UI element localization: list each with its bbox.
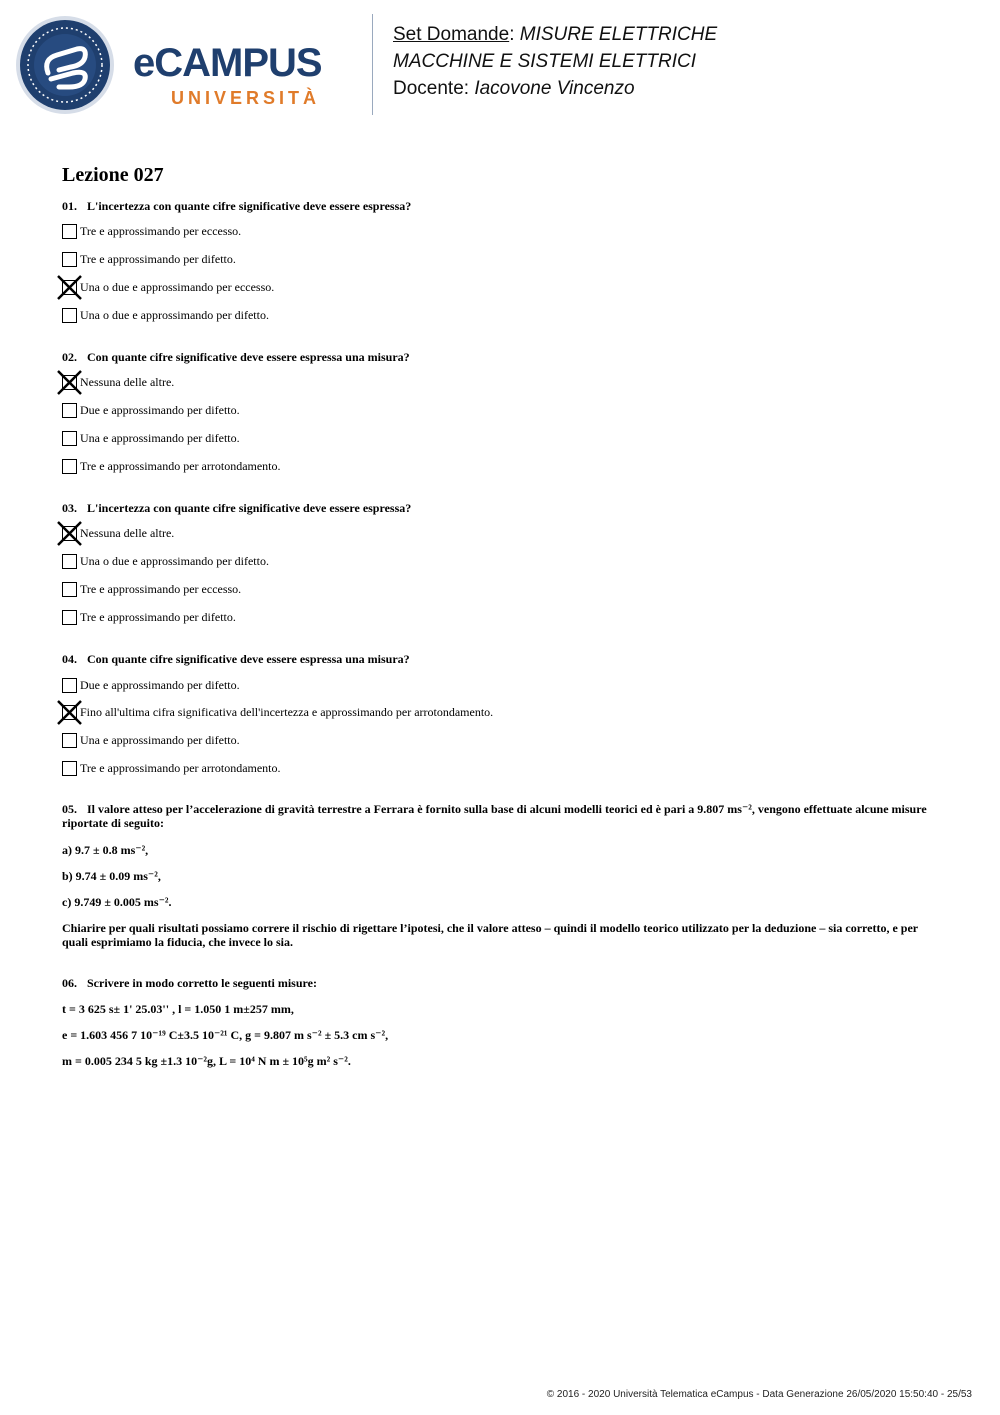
measure-line-3: m = 0.005 234 5 kg ±1.3 10⁻²g, L = 10⁴ N m ± 10⁵g m² s⁻². [62, 1054, 351, 1068]
checkbox[interactable] [62, 761, 77, 776]
checkbox[interactable] [62, 459, 77, 474]
measure-a: a) 9.7 ± 0.8 ms⁻², [62, 843, 149, 857]
set-info [393, 21, 717, 102]
page-header [0, 0, 1000, 130]
option-text: Una e approssimando per difetto. [80, 431, 240, 445]
checkbox[interactable] [62, 733, 77, 748]
option-text: Nessuna delle altre. [80, 526, 175, 540]
question-number: 05. [62, 802, 77, 816]
question-text: Con quante cifre significative deve essere espressa una misura? [87, 652, 410, 666]
ecampus-wordmark [133, 40, 358, 112]
question-06 [62, 976, 317, 990]
question-text: L'incertezza con quante cifre significative deve essere espressa? [87, 199, 412, 213]
option-text: Due e approssimando per difetto. [80, 403, 240, 417]
question-text: L'incertezza con quante cifre significative deve essere espressa? [87, 501, 412, 515]
checkbox[interactable] [62, 224, 77, 239]
option-text: Una o due e approssimando per eccesso. [80, 280, 275, 294]
checkbox[interactable] [62, 308, 77, 323]
question-05 [62, 802, 942, 830]
checkbox[interactable] [62, 375, 77, 390]
question-05-closing: Chiarire per quali risultati possiamo correre il rischio di rigettare l’ipotesi, che il valore atteso – quindi il modello teorico utilizzato per la deduzione – sia corretto, e per quali esprimiamo la fiducia, che invece lo sia. [62, 921, 918, 949]
checkbox[interactable] [62, 582, 77, 597]
set-label: Set Domande [393, 24, 510, 45]
checkbox[interactable] [62, 280, 77, 295]
set-title-2: MACCHINE E SISTEMI ELETTRICI [393, 51, 696, 72]
brand-name: eCAMPUS [133, 41, 322, 85]
checkbox[interactable] [62, 610, 77, 625]
docente-label: Docente: [393, 78, 470, 99]
option-text: Una e approssimando per difetto. [80, 733, 240, 747]
option-text: Tre e approssimando per eccesso. [80, 582, 242, 596]
option-text: Fino all'ultima cifra significativa dell'incertezza e approssimando per arrotondamento. [80, 705, 494, 719]
question-03 [62, 501, 411, 515]
page-footer: © 2016 - 2020 Università Telematica eCampus - Data Generazione 26/05/2020 15:50:40 - 25/53 [546, 1389, 972, 1400]
question-number: 01. [62, 199, 77, 213]
set-title-1: MISURE ELETTRICHE [519, 24, 718, 45]
question-04 [62, 652, 410, 666]
option-text: Tre e approssimando per arrotondamento. [80, 459, 281, 473]
question-number: 04. [62, 652, 77, 666]
set-title-line2 [393, 48, 717, 75]
docente-line [393, 75, 717, 102]
x-mark-icon [57, 700, 82, 725]
x-mark-icon [57, 275, 82, 300]
measure-line-1: t = 3 625 s± 1' 25.03'' , l = 1.050 1 m±257 mm, [62, 1002, 294, 1016]
question-01 [62, 199, 411, 213]
checkbox[interactable] [62, 705, 77, 720]
question-text: Con quante cifre significative deve essere espressa una misura? [87, 350, 410, 364]
checkbox[interactable] [62, 431, 77, 446]
option-text: Tre e approssimando per arrotondamento. [80, 761, 281, 775]
checkbox[interactable] [62, 403, 77, 418]
question-number: 03. [62, 501, 77, 515]
header-divider [372, 14, 373, 115]
x-mark-icon [57, 370, 82, 395]
checkbox[interactable] [62, 554, 77, 569]
question-number: 02. [62, 350, 77, 364]
question-02 [62, 350, 410, 364]
docente-name: Iacovone Vincenzo [474, 78, 635, 99]
checkbox[interactable] [62, 252, 77, 267]
option-text: Due e approssimando per difetto. [80, 678, 240, 692]
lesson-title: Lezione 027 [62, 164, 164, 186]
question-number: 06. [62, 976, 77, 990]
ecampus-seal-logo [15, 15, 115, 115]
option-text: Una o due e approssimando per difetto. [80, 308, 269, 322]
option-text: Tre e approssimando per difetto. [80, 252, 236, 266]
option-text: Una o due e approssimando per difetto. [80, 554, 269, 568]
checkbox[interactable] [62, 678, 77, 693]
measure-c: c) 9.749 ± 0.005 ms⁻². [62, 895, 172, 909]
set-title-line1: Set Domande: MISURE ELETTRICHE [393, 24, 718, 45]
question-text: Il valore atteso per l’accelerazione di gravità terrestre a Ferrara è fornito sulla base di alcuni modelli teorici ed è pari a 9.807 ms⁻², vengono effettuate alcune misure riportate di seguito: [62, 802, 927, 830]
measure-line-2: e = 1.603 456 7 10⁻¹⁹ C±3.5 10⁻²¹ C, g = 9.807 m s⁻² ± 5.3 cm s⁻², [62, 1028, 389, 1042]
question-text: Scrivere in modo corretto le seguenti misure: [87, 976, 317, 990]
option-text: Nessuna delle altre. [80, 375, 175, 389]
option-text: Tre e approssimando per eccesso. [80, 224, 242, 238]
option-text: Tre e approssimando per difetto. [80, 610, 236, 624]
measure-b: b) 9.74 ± 0.09 ms⁻², [62, 869, 161, 883]
brand-subtitle: UNIVERSITÀ [171, 88, 321, 108]
x-mark-icon [57, 521, 82, 546]
checkbox[interactable] [62, 526, 77, 541]
